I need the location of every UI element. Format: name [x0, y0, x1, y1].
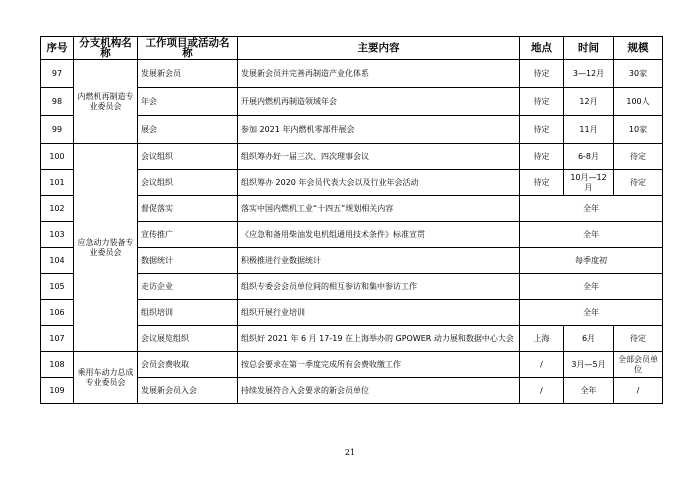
schedule: 全年: [520, 274, 663, 300]
content: 组织好 2021 年 6 月 17-19 在上海举办的 GPOWER 动力展和数据中心大会: [238, 326, 520, 352]
content: 《应急和备用柴油发电机组通用技术条件》标准宣贯: [238, 222, 520, 248]
schedule: 全年: [520, 300, 663, 326]
content: 按总会要求在第一季度完成所有会费收缴工作: [238, 352, 520, 378]
row-number: 103: [41, 222, 74, 248]
time: 12月: [564, 88, 614, 116]
page-number: 21: [344, 448, 356, 457]
header-time: 时间: [564, 37, 614, 60]
item-name: 展会: [138, 116, 238, 144]
table-row: [41, 144, 663, 170]
table-row: [41, 352, 663, 378]
scale: 待定: [614, 170, 663, 196]
time: 11月: [564, 116, 614, 144]
content: 积极推进行业数据统计: [238, 248, 520, 274]
row-number: 106: [41, 300, 74, 326]
place: 待定: [520, 116, 564, 144]
row-number: 99: [41, 116, 74, 144]
place: 待定: [520, 88, 564, 116]
header-row: [41, 37, 663, 60]
time: 3月—5月: [564, 352, 614, 378]
item-name: 发展新会员入会: [138, 378, 238, 404]
row-number: 100: [41, 144, 74, 170]
schedule: 全年: [520, 196, 663, 222]
place: 待定: [520, 60, 564, 88]
header-seq: 序号: [41, 37, 74, 60]
content: 参加 2021 年内燃机零部件展会: [238, 116, 520, 144]
row-number: 97: [41, 60, 74, 88]
row-number: 107: [41, 326, 74, 352]
content: 落实中国内燃机工业“十四五”规划相关内容: [238, 196, 520, 222]
item-name: 会员会费收取: [138, 352, 238, 378]
time: 3—12月: [564, 60, 614, 88]
content: 组织专委会会员单位间的相互参访和集中参访工作: [238, 274, 520, 300]
row-number: 109: [41, 378, 74, 404]
place: /: [520, 378, 564, 404]
header-place: 地点: [520, 37, 564, 60]
time: 6-8月: [564, 144, 614, 170]
item-name: 数据统计: [138, 248, 238, 274]
row-number: 105: [41, 274, 74, 300]
content: 组织筹办好一届三次、四次理事会议: [238, 144, 520, 170]
place: /: [520, 352, 564, 378]
schedule: 每季度初: [520, 248, 663, 274]
org-name: 内燃机再制造专业委员会: [74, 60, 138, 144]
content: 组织开展行业培训: [238, 300, 520, 326]
scale: 100人: [614, 88, 663, 116]
item-name: 会议组织: [138, 170, 238, 196]
work-plan-table: [40, 36, 663, 404]
header-item: 工作项目或活动名称: [138, 37, 238, 60]
time: 6月: [564, 326, 614, 352]
header-scale: 规模: [614, 37, 663, 60]
scale: /: [614, 378, 663, 404]
content: 组织筹办 2020 年会员代表大会以及行业年会活动: [238, 170, 520, 196]
item-name: 会议展览组织: [138, 326, 238, 352]
table-row: [41, 60, 663, 88]
item-name: 发展新会员: [138, 60, 238, 88]
item-name: 组织培训: [138, 300, 238, 326]
content: 开展内燃机再制造领域年会: [238, 88, 520, 116]
time: 全年: [564, 378, 614, 404]
row-number: 104: [41, 248, 74, 274]
row-number: 101: [41, 170, 74, 196]
scale: 10家: [614, 116, 663, 144]
schedule: 全年: [520, 222, 663, 248]
item-name: 宣传推广: [138, 222, 238, 248]
item-name: 督促落实: [138, 196, 238, 222]
place: 待定: [520, 144, 564, 170]
item-name: 走访企业: [138, 274, 238, 300]
scale: 待定: [614, 144, 663, 170]
row-number: 108: [41, 352, 74, 378]
scale: 全部会员单位: [614, 352, 663, 378]
org-name: 乘用车动力总成专业委员会: [74, 352, 138, 404]
item-name: 会议组织: [138, 144, 238, 170]
scale: 30家: [614, 60, 663, 88]
row-number: 98: [41, 88, 74, 116]
header-org: 分支机构名称: [74, 37, 138, 60]
content: 持续发展符合入会要求的新会员单位: [238, 378, 520, 404]
row-number: 102: [41, 196, 74, 222]
place: 待定: [520, 170, 564, 196]
org-name: 应急动力装备专业委员会: [74, 144, 138, 352]
place: 上海: [520, 326, 564, 352]
time: 10月—12月: [564, 170, 614, 196]
header-content: 主要内容: [238, 37, 520, 60]
content: 发展新会员并完善再制造产业化体系: [238, 60, 520, 88]
scale: 待定: [614, 326, 663, 352]
item-name: 年会: [138, 88, 238, 116]
